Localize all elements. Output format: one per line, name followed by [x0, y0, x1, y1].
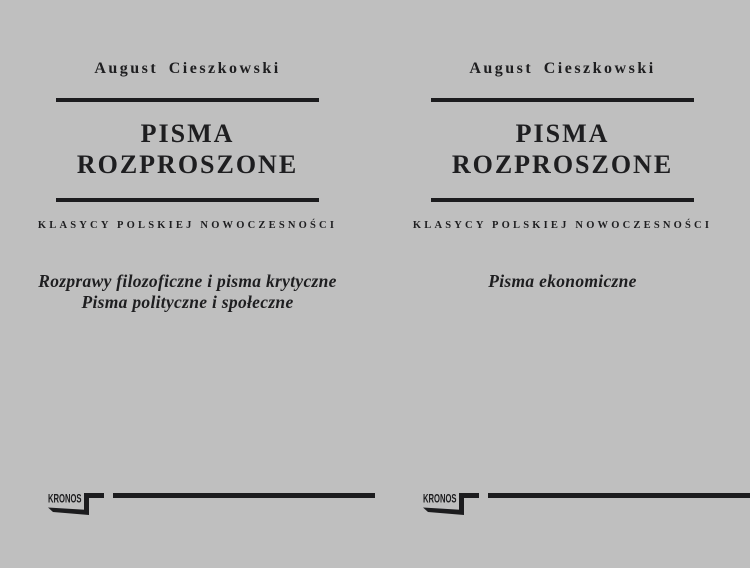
- kronos-swoosh: [48, 508, 89, 516]
- kronos-wordmark: KRONOS: [48, 491, 82, 506]
- kronos-logo: [423, 487, 479, 519]
- author-name: August Cieszkowski: [469, 60, 656, 77]
- kronos-logo: [48, 487, 104, 519]
- bottom-divider-rule: [431, 198, 694, 202]
- footer-rule: [113, 493, 375, 498]
- kronos-wordmark: KRONOS: [423, 491, 457, 506]
- top-divider-rule: [56, 98, 319, 102]
- publisher-footer: [423, 487, 750, 519]
- book-title-line1: PISMA: [515, 119, 610, 148]
- top-divider-rule: [431, 98, 694, 102]
- cover-right: [375, 0, 750, 568]
- bottom-divider-rule: [56, 198, 319, 202]
- book-title-line2: ROZPROSZONE: [451, 150, 674, 179]
- kronos-swoosh: [423, 508, 464, 516]
- publisher-footer: [48, 487, 375, 519]
- series-name: KLASYCY POLSKIEJ NOWOCZESNOŚCI: [412, 220, 713, 231]
- author-name: August Cieszkowski: [94, 60, 281, 77]
- volume-subtitle: [0, 271, 375, 313]
- volume-subtitle: [375, 271, 750, 292]
- book-title-line1: PISMA: [140, 119, 235, 148]
- subtitle-line1: Pisma ekonomiczne: [488, 271, 637, 291]
- footer-rule: [488, 493, 750, 498]
- subtitle-line1: Rozprawy filozoficzne i pisma krytyczne: [38, 271, 337, 291]
- book-title: [375, 118, 750, 180]
- series-name: KLASYCY POLSKIEJ NOWOCZESNOŚCI: [37, 220, 338, 231]
- subtitle-line2: Pisma polityczne i społeczne: [81, 292, 294, 312]
- book-title-line2: ROZPROSZONE: [76, 150, 299, 179]
- book-title: [0, 118, 375, 180]
